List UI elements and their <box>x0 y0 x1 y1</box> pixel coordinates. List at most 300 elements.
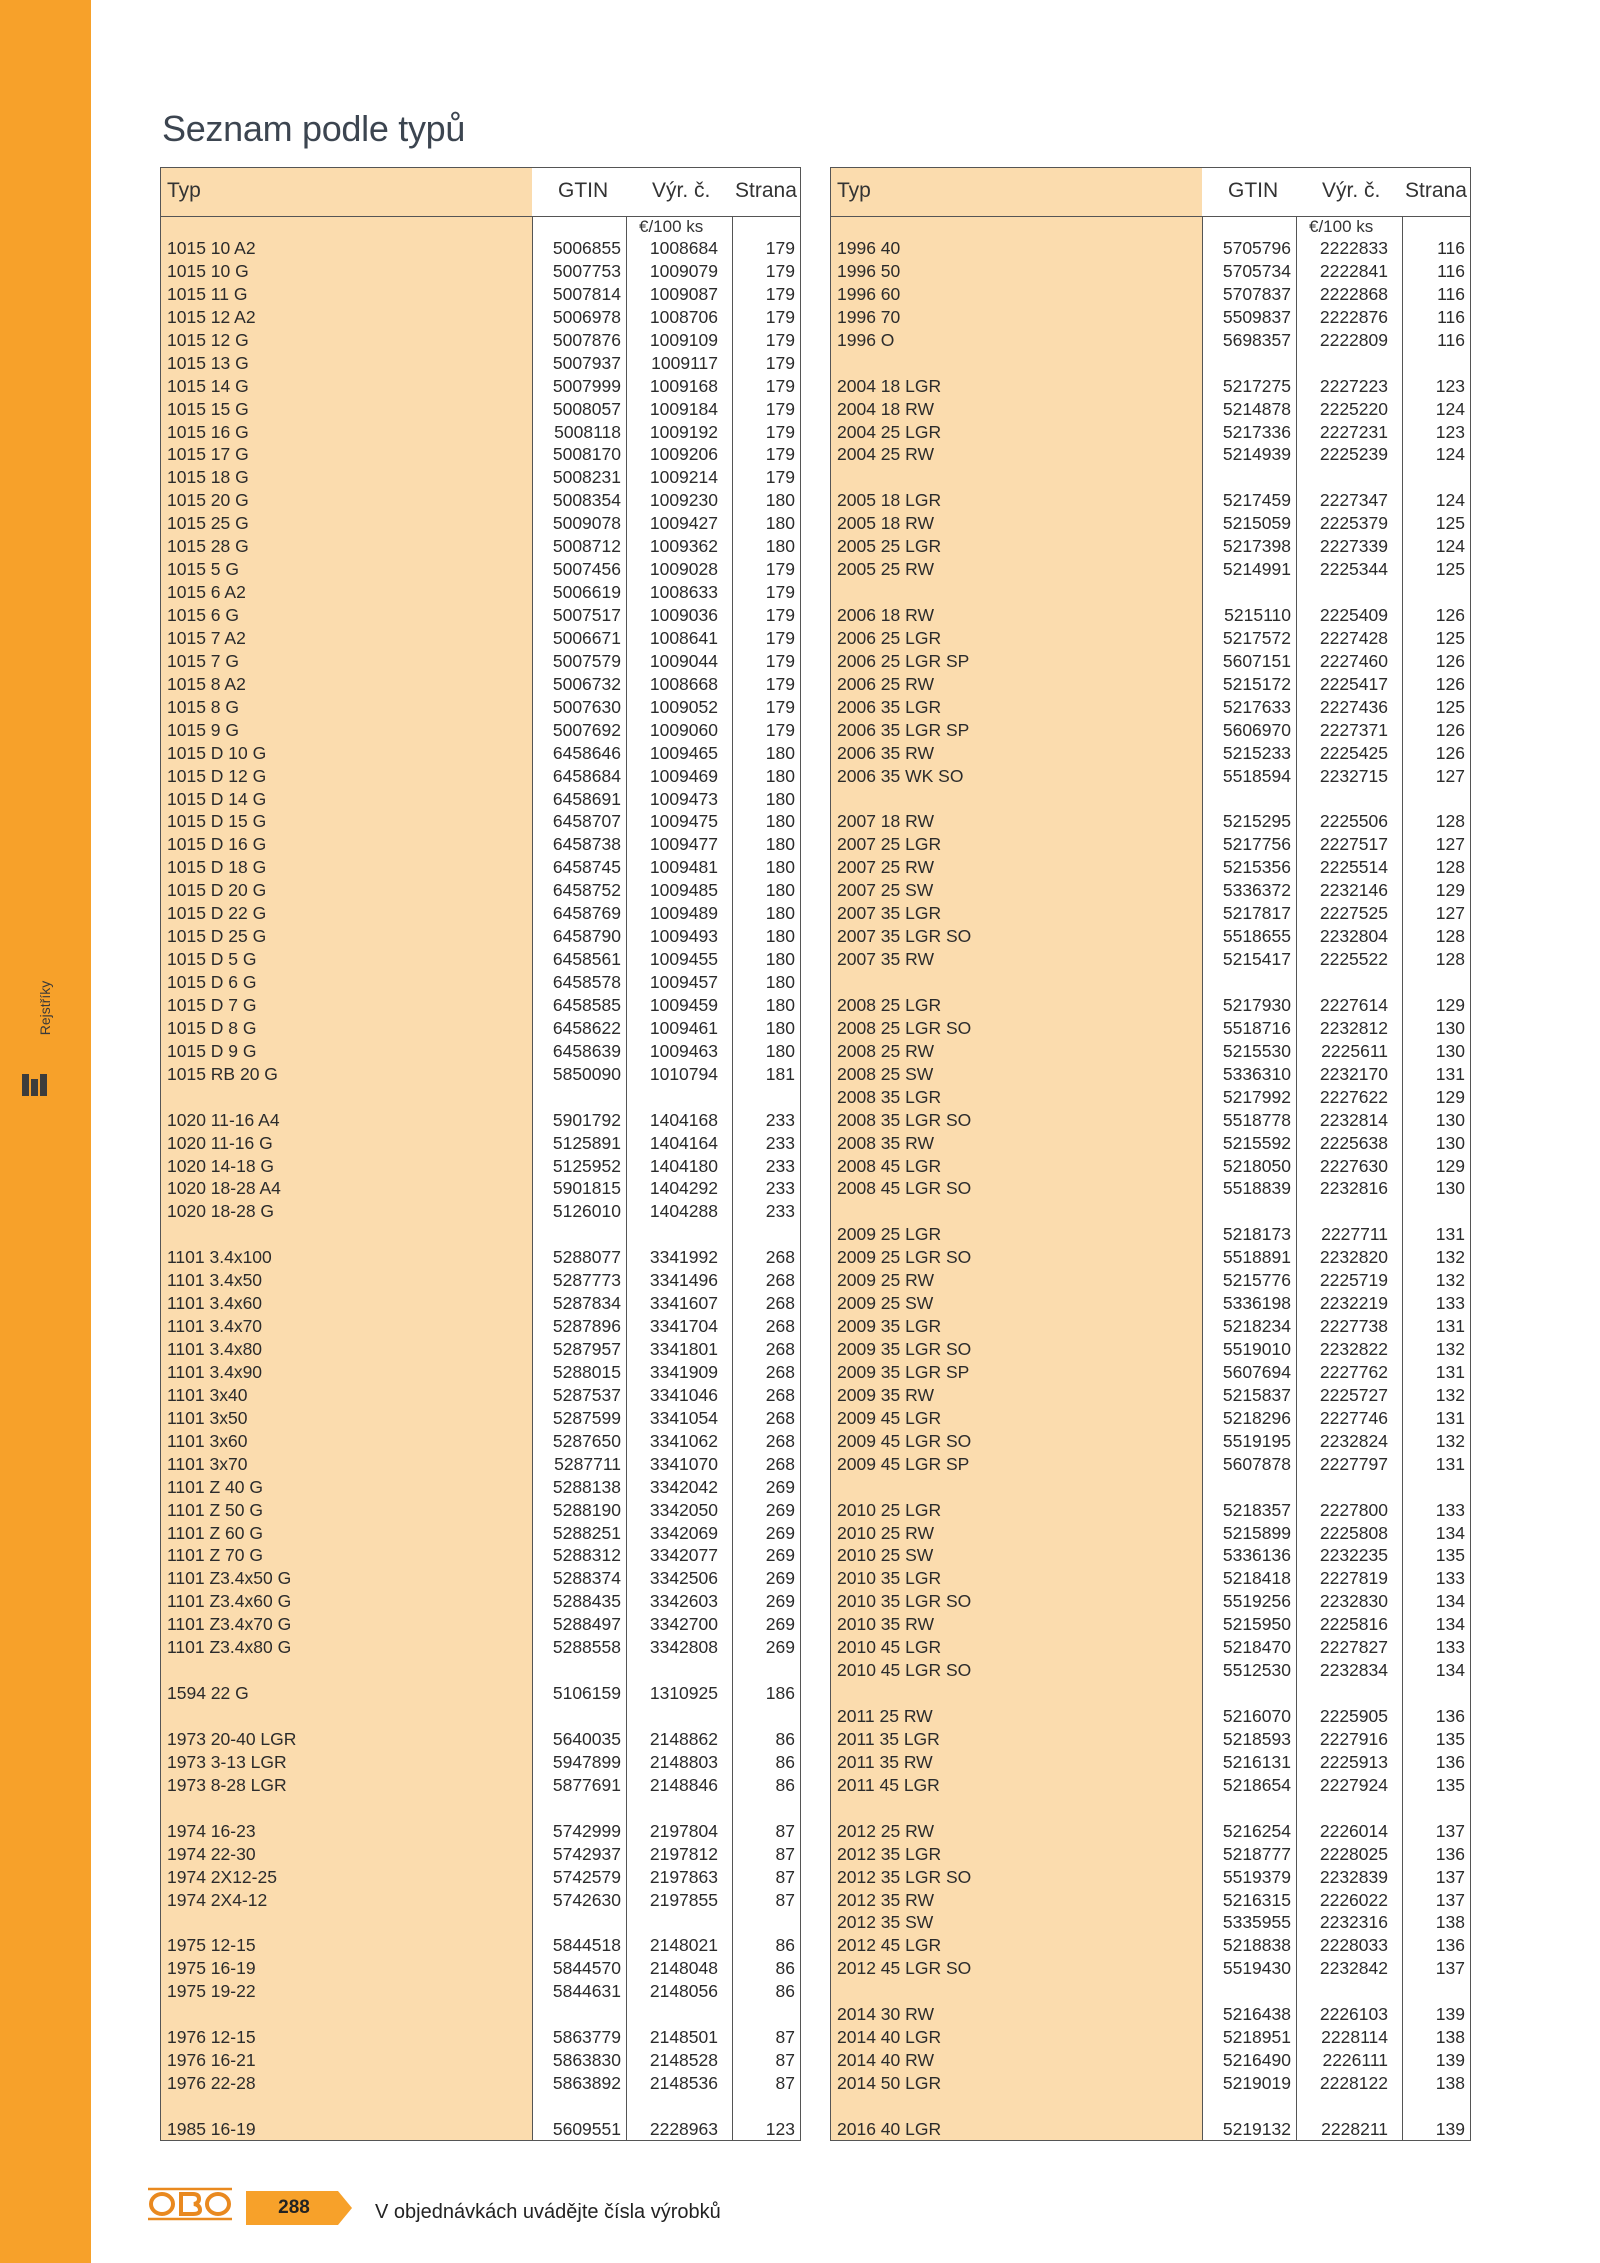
cell-typ: 1101 Z 40 G <box>167 1476 263 1497</box>
table-row <box>831 627 1470 650</box>
cell-gtin: 5217398 <box>1222 536 1291 557</box>
cell-gtin: 5214878 <box>1222 398 1291 419</box>
cell-strana: 180 <box>765 536 795 557</box>
cell-typ: 1015 8 A2 <box>167 673 246 694</box>
cell-vyr: 1404164 <box>649 1132 718 1153</box>
cell-typ: 1015 9 G <box>167 719 239 740</box>
cell-typ: 1015 12 G <box>167 329 249 350</box>
cell-typ: 2008 25 SW <box>837 1063 934 1084</box>
cell-strana: 129 <box>1435 880 1465 901</box>
cell-gtin: 5742630 <box>552 1889 621 1910</box>
cell-vyr: 2148846 <box>649 1774 718 1795</box>
cell-vyr: 2226022 <box>1319 1889 1388 1910</box>
cell-vyr: 2232822 <box>1319 1339 1388 1359</box>
cell-strana: 128 <box>1435 811 1465 832</box>
cell-typ: 2004 25 LGR <box>837 421 942 442</box>
cell-strana: 233 <box>765 1132 795 1153</box>
cell-gtin: 5006619 <box>552 582 621 603</box>
cell-vyr: 2227819 <box>1319 1568 1388 1589</box>
cell-gtin: 5007753 <box>552 260 621 281</box>
table-row <box>161 1751 800 1774</box>
cell-strana: 116 <box>1437 238 1465 258</box>
table-row <box>161 971 800 994</box>
cell-gtin: 5007999 <box>552 375 621 396</box>
table-row <box>831 2026 1470 2049</box>
cell-vyr: 1009117 <box>651 352 718 373</box>
cell-strana: 130 <box>1435 1109 1465 1130</box>
cell-typ: 1015 D 12 G <box>167 765 267 786</box>
table-row <box>831 1407 1470 1430</box>
table-row <box>831 283 1470 306</box>
table-row <box>161 1315 800 1338</box>
cell-typ: 2008 25 RW <box>837 1040 934 1061</box>
cell-vyr: 3342069 <box>649 1522 718 1543</box>
cell-gtin: 5850090 <box>552 1063 621 1084</box>
cell-strana: 87 <box>775 1866 795 1887</box>
table-row <box>161 260 800 283</box>
cell-vyr: 1009087 <box>649 283 718 304</box>
cell-strana: 124 <box>1435 398 1465 419</box>
table-row-spacer <box>831 788 1470 811</box>
cell-strana: 125 <box>1435 513 1465 534</box>
cell-typ: 2008 35 LGR SO <box>837 1109 972 1130</box>
cell-strana: 268 <box>765 1339 795 1359</box>
table-row <box>831 1086 1470 1109</box>
table-row <box>161 810 800 833</box>
cell-gtin: 5698357 <box>1222 329 1291 350</box>
cell-vyr: 1009214 <box>649 467 718 488</box>
table-row <box>161 512 800 535</box>
cell-strana: 129 <box>1435 1155 1465 1176</box>
cell-strana: 132 <box>1435 1430 1465 1451</box>
table-body-right <box>831 237 1470 2141</box>
cell-gtin: 5215295 <box>1222 811 1291 832</box>
type-table-left <box>160 167 801 2141</box>
table-row <box>831 1613 1470 1636</box>
table-row <box>161 1155 800 1178</box>
table-row-spacer <box>161 1086 800 1109</box>
cell-gtin: 5609551 <box>552 2118 621 2139</box>
cell-typ: 1974 2X12-25 <box>167 1866 277 1887</box>
cell-typ: 2016 40 LGR <box>837 2118 942 2139</box>
cell-gtin: 5007937 <box>552 352 621 373</box>
cell-vyr: 3342603 <box>649 1591 718 1612</box>
cell-vyr: 2225905 <box>1319 1706 1388 1726</box>
table-row-spacer <box>831 1476 1470 1499</box>
table-row <box>831 1544 1470 1567</box>
table-row <box>831 1453 1470 1476</box>
cell-gtin: 5215776 <box>1222 1270 1291 1291</box>
cell-typ: 1101 Z3.4x70 G <box>167 1614 292 1635</box>
cell-strana: 180 <box>765 834 795 855</box>
cell-gtin: 6458738 <box>552 834 621 855</box>
cell-vyr: 2232814 <box>1319 1109 1388 1130</box>
cell-strana: 129 <box>1435 994 1465 1015</box>
cell-strana: 139 <box>1435 2118 1465 2139</box>
cell-typ: 1015 7 A2 <box>167 627 246 648</box>
cell-gtin: 5215417 <box>1222 949 1291 970</box>
table-row <box>161 1430 800 1453</box>
cell-typ: 1020 11-16 A4 <box>167 1109 280 1130</box>
cell-gtin: 6458684 <box>552 765 621 786</box>
cell-typ: 2007 18 RW <box>837 811 934 832</box>
cell-strana: 86 <box>775 1981 795 2002</box>
cell-gtin: 5007876 <box>552 329 621 350</box>
index-sidebar <box>0 0 91 2263</box>
cell-vyr: 2227371 <box>1319 719 1388 740</box>
cell-gtin: 5336310 <box>1222 1063 1291 1084</box>
cell-gtin: 5219132 <box>1222 2118 1291 2139</box>
cell-vyr: 3341062 <box>649 1430 718 1451</box>
cell-gtin: 5287711 <box>554 1453 621 1474</box>
cell-typ: 2007 25 SW <box>837 880 934 901</box>
cell-vyr: 2225379 <box>1319 513 1388 534</box>
cell-vyr: 1009493 <box>649 926 718 947</box>
cell-strana: 179 <box>765 559 795 580</box>
cell-vyr: 1009489 <box>649 903 718 924</box>
table-row <box>831 719 1470 742</box>
cell-gtin: 5519379 <box>1222 1866 1291 1887</box>
table-row <box>831 237 1470 260</box>
cell-vyr: 2227347 <box>1319 490 1388 511</box>
table-row-spacer <box>161 1223 800 1246</box>
cell-vyr: 1404292 <box>649 1178 718 1199</box>
cell-typ: 2010 35 LGR SO <box>837 1591 972 1612</box>
table-row <box>831 1866 1470 1889</box>
cell-typ: 2008 45 LGR SO <box>837 1178 972 1199</box>
table-row <box>831 810 1470 833</box>
cell-gtin: 5007814 <box>552 283 621 304</box>
cell-gtin: 5008057 <box>552 398 621 419</box>
cell-gtin: 6458561 <box>552 949 621 970</box>
cell-strana: 136 <box>1435 1843 1465 1864</box>
page-number: 288 <box>278 2197 310 2218</box>
cell-strana: 139 <box>1435 2050 1465 2071</box>
cell-gtin: 5214939 <box>1222 444 1291 465</box>
cell-gtin: 5742937 <box>552 1843 621 1864</box>
cell-vyr: 2226014 <box>1319 1820 1388 1841</box>
cell-strana: 269 <box>765 1499 795 1520</box>
table-row <box>161 1636 800 1659</box>
cell-typ: 2010 35 RW <box>837 1614 934 1635</box>
cell-vyr: 2227800 <box>1319 1499 1388 1520</box>
cell-vyr: 1009109 <box>649 329 718 350</box>
cell-gtin: 5217275 <box>1222 375 1291 396</box>
cell-typ: 2010 25 RW <box>837 1522 934 1543</box>
cell-typ: 1976 22-28 <box>167 2073 256 2093</box>
cell-strana: 130 <box>1435 1132 1465 1153</box>
cell-typ: 1101 3.4x70 <box>167 1316 263 1337</box>
table-row <box>831 1659 1470 1682</box>
table-row <box>161 994 800 1017</box>
table-row <box>831 1911 1470 1934</box>
header-vyr: Výr. č. <box>1322 179 1381 202</box>
cell-typ: 1973 8-28 LGR <box>167 1774 287 1795</box>
header-strana: Strana <box>735 179 797 202</box>
cell-gtin: 5742999 <box>552 1820 621 1841</box>
cell-strana: 132 <box>1435 1270 1465 1291</box>
cell-gtin: 5006978 <box>552 306 621 327</box>
cell-gtin: 5008231 <box>552 467 621 488</box>
cell-typ: 2005 18 RW <box>837 513 934 534</box>
cell-typ: 1101 Z 70 G <box>167 1545 263 1566</box>
cell-typ: 1015 D 6 G <box>167 972 257 992</box>
cell-gtin: 5218951 <box>1222 2027 1291 2048</box>
cell-gtin: 5106159 <box>552 1683 621 1704</box>
cell-gtin: 5287650 <box>552 1430 621 1451</box>
cell-gtin: 5218838 <box>1222 1935 1291 1956</box>
cell-typ: 2006 25 RW <box>837 673 934 694</box>
cell-strana: 179 <box>765 467 795 488</box>
cell-vyr: 2227231 <box>1319 421 1388 442</box>
cell-strana: 131 <box>1435 1063 1465 1084</box>
table-row <box>161 1338 800 1361</box>
cell-vyr: 3342808 <box>649 1637 718 1658</box>
cell-gtin: 5518716 <box>1222 1017 1291 1038</box>
table-row <box>831 742 1470 765</box>
header-gtin: GTIN <box>1228 179 1279 202</box>
cell-typ: 2011 35 LGR <box>837 1728 940 1749</box>
cell-gtin: 5705734 <box>1222 260 1291 281</box>
cell-typ: 1015 D 9 G <box>167 1040 257 1061</box>
table-row <box>831 2049 1470 2072</box>
cell-gtin: 5215950 <box>1222 1614 1291 1635</box>
cell-strana: 87 <box>775 2027 795 2048</box>
cell-vyr: 1009469 <box>649 765 718 786</box>
cell-vyr: 2228033 <box>1319 1935 1388 1956</box>
table-row <box>161 535 800 558</box>
cell-gtin: 5512530 <box>1222 1660 1291 1681</box>
cell-strana: 268 <box>765 1453 795 1474</box>
cell-gtin: 5705796 <box>1222 238 1291 258</box>
cell-strana: 128 <box>1435 926 1465 947</box>
cell-vyr: 2232839 <box>1319 1866 1388 1887</box>
cell-typ: 1015 D 18 G <box>167 857 267 878</box>
cell-typ: 1015 D 5 G <box>167 949 257 970</box>
cell-gtin: 5008712 <box>552 536 621 557</box>
cell-typ: 1101 3x60 <box>167 1430 248 1451</box>
cell-gtin: 5007456 <box>552 559 621 580</box>
cell-typ: 2012 35 LGR SO <box>837 1866 972 1887</box>
table-row <box>161 742 800 765</box>
cell-typ: 1996 40 <box>837 238 901 258</box>
cell-vyr: 3342077 <box>649 1545 718 1566</box>
cell-strana: 179 <box>765 696 795 717</box>
cell-strana: 179 <box>765 238 795 258</box>
cell-gtin: 5288138 <box>552 1476 621 1497</box>
header-typ: Typ <box>167 179 201 202</box>
table-row <box>831 1269 1470 1292</box>
table-row <box>831 2118 1470 2141</box>
cell-typ: 1101 Z3.4x50 G <box>167 1568 292 1589</box>
cell-gtin: 5215059 <box>1222 513 1291 534</box>
table-row <box>831 902 1470 925</box>
cell-strana: 180 <box>765 903 795 924</box>
cell-strana: 124 <box>1435 444 1465 465</box>
cell-strana: 133 <box>1435 1499 1465 1520</box>
table-row <box>161 1866 800 1889</box>
table-row <box>831 1292 1470 1315</box>
table-row <box>161 1522 800 1545</box>
cell-strana: 269 <box>765 1568 795 1589</box>
cell-gtin: 5217756 <box>1222 834 1291 855</box>
table-header <box>831 168 1470 217</box>
cell-strana: 179 <box>765 352 795 373</box>
cell-typ: 2010 45 LGR SO <box>837 1660 972 1681</box>
table-row <box>831 1636 1470 1659</box>
cell-gtin: 5218296 <box>1222 1407 1291 1428</box>
cell-gtin: 5218418 <box>1222 1568 1291 1589</box>
cell-typ: 1015 5 G <box>167 559 239 580</box>
cell-vyr: 2197863 <box>649 1866 718 1887</box>
table-row <box>161 1957 800 1980</box>
table-row <box>161 466 800 489</box>
cell-strana: 138 <box>1435 2027 1465 2048</box>
table-row-spacer <box>831 1200 1470 1223</box>
cell-strana: 86 <box>775 1935 795 1956</box>
table-row-spacer <box>831 1682 1470 1705</box>
table-row <box>831 1934 1470 1957</box>
table-row <box>161 2049 800 2072</box>
cell-strana: 180 <box>765 811 795 832</box>
sidebar-label-text: Rejstříky <box>37 980 53 1036</box>
cell-vyr: 2232715 <box>1319 765 1388 786</box>
cell-typ: 2006 25 LGR <box>837 627 942 648</box>
cell-gtin: 5518839 <box>1222 1178 1291 1199</box>
table-row <box>161 1453 800 1476</box>
cell-strana: 268 <box>765 1384 795 1405</box>
cell-vyr: 3342506 <box>649 1568 718 1589</box>
cell-strana: 86 <box>775 1751 795 1772</box>
cell-gtin: 6458585 <box>552 994 621 1015</box>
table-row <box>161 1361 800 1384</box>
table-row <box>161 1292 800 1315</box>
cell-vyr: 1010794 <box>649 1063 718 1084</box>
cell-vyr: 2232219 <box>1319 1293 1388 1314</box>
cell-strana: 269 <box>765 1545 795 1566</box>
cell-strana: 135 <box>1435 1728 1465 1749</box>
cell-typ: 1015 15 G <box>167 398 249 419</box>
cell-vyr: 1008668 <box>649 673 718 694</box>
cell-gtin: 5288558 <box>552 1637 621 1658</box>
cell-gtin: 5216315 <box>1222 1889 1291 1910</box>
cell-gtin: 5217572 <box>1222 627 1291 648</box>
cell-strana: 131 <box>1435 1224 1465 1245</box>
table-row <box>161 1843 800 1866</box>
cell-typ: 2009 35 LGR SO <box>837 1339 972 1359</box>
cell-typ: 2010 35 LGR <box>837 1568 942 1589</box>
table-row <box>831 994 1470 1017</box>
cell-vyr: 1404180 <box>649 1155 718 1176</box>
cell-vyr: 2227436 <box>1319 696 1388 717</box>
cell-typ: 2006 35 LGR <box>837 696 942 717</box>
cell-gtin: 5863830 <box>552 2050 621 2071</box>
table-row <box>161 352 800 375</box>
cell-strana: 134 <box>1435 1591 1465 1612</box>
cell-vyr: 1009060 <box>649 719 718 740</box>
cell-vyr: 1009192 <box>649 421 718 442</box>
cell-strana: 86 <box>775 1728 795 1749</box>
cell-typ: 1020 14-18 G <box>167 1155 275 1176</box>
table-row <box>831 879 1470 902</box>
table-row <box>161 1980 800 2003</box>
table-row <box>831 1384 1470 1407</box>
cell-strana: 180 <box>765 857 795 878</box>
cell-strana: 179 <box>765 605 795 625</box>
cell-vyr: 2227460 <box>1319 650 1388 671</box>
cell-typ: 2004 18 LGR <box>837 375 942 396</box>
cell-vyr: 2227711 <box>1321 1224 1388 1245</box>
cell-strana: 137 <box>1435 1820 1465 1841</box>
cell-strana: 126 <box>1435 605 1465 625</box>
table-row-spacer <box>161 1797 800 1820</box>
cell-strana: 133 <box>1435 1637 1465 1658</box>
cell-gtin: 5335955 <box>1222 1912 1291 1933</box>
table-row <box>161 719 800 742</box>
cell-vyr: 2228114 <box>1321 2027 1388 2048</box>
cell-gtin: 5215110 <box>1224 605 1291 625</box>
table-row-spacer <box>831 466 1470 489</box>
cell-gtin: 5288374 <box>552 1568 621 1589</box>
cell-gtin: 5287537 <box>552 1384 621 1405</box>
cell-gtin: 5288497 <box>552 1614 621 1635</box>
cell-strana: 116 <box>1437 260 1465 281</box>
cell-gtin: 5217817 <box>1222 903 1291 924</box>
cell-vyr: 2227924 <box>1319 1774 1388 1795</box>
cell-strana: 126 <box>1435 719 1465 740</box>
cell-strana: 179 <box>765 306 795 327</box>
table-row <box>161 1820 800 1843</box>
cell-typ: 2009 35 LGR SP <box>837 1361 970 1382</box>
cell-strana: 132 <box>1435 1339 1465 1359</box>
cell-strana: 131 <box>1435 1361 1465 1382</box>
table-row <box>161 1476 800 1499</box>
cell-strana: 132 <box>1435 1384 1465 1405</box>
cell-gtin: 5216490 <box>1222 2050 1291 2071</box>
table-body-left <box>161 237 800 2141</box>
cell-vyr: 1009473 <box>649 788 718 809</box>
cell-vyr: 1009461 <box>649 1017 718 1038</box>
cell-typ: 1015 20 G <box>167 490 249 511</box>
cell-gtin: 5287599 <box>552 1407 621 1428</box>
cell-vyr: 2226111 <box>1322 2050 1388 2071</box>
cell-typ: 2010 25 LGR <box>837 1499 942 1520</box>
price-unit-label: €/100 ks <box>1309 217 1374 236</box>
cell-strana: 269 <box>765 1591 795 1612</box>
cell-strana: 233 <box>765 1155 795 1176</box>
cell-typ: 2007 35 LGR SO <box>837 926 972 947</box>
cell-gtin: 5288251 <box>552 1522 621 1543</box>
cell-typ: 1101 3.4x50 <box>167 1270 263 1291</box>
cell-strana: 179 <box>765 650 795 671</box>
cell-vyr: 2232820 <box>1319 1247 1388 1268</box>
cell-strana: 180 <box>765 513 795 534</box>
cell-vyr: 2225727 <box>1319 1384 1388 1405</box>
cell-gtin: 6458691 <box>552 788 621 809</box>
cell-gtin: 5518778 <box>1222 1109 1291 1130</box>
table-row <box>831 512 1470 535</box>
cell-gtin: 6458707 <box>552 811 621 832</box>
cell-vyr: 1009481 <box>649 857 718 878</box>
table-row <box>831 925 1470 948</box>
cell-vyr: 2227428 <box>1319 627 1388 648</box>
table-row <box>161 1040 800 1063</box>
table-row <box>831 1957 1470 1980</box>
cell-typ: 2009 25 LGR SO <box>837 1247 972 1268</box>
cell-vyr: 1404288 <box>649 1201 718 1222</box>
table-row <box>161 1774 800 1797</box>
cell-vyr: 2222841 <box>1319 260 1388 281</box>
